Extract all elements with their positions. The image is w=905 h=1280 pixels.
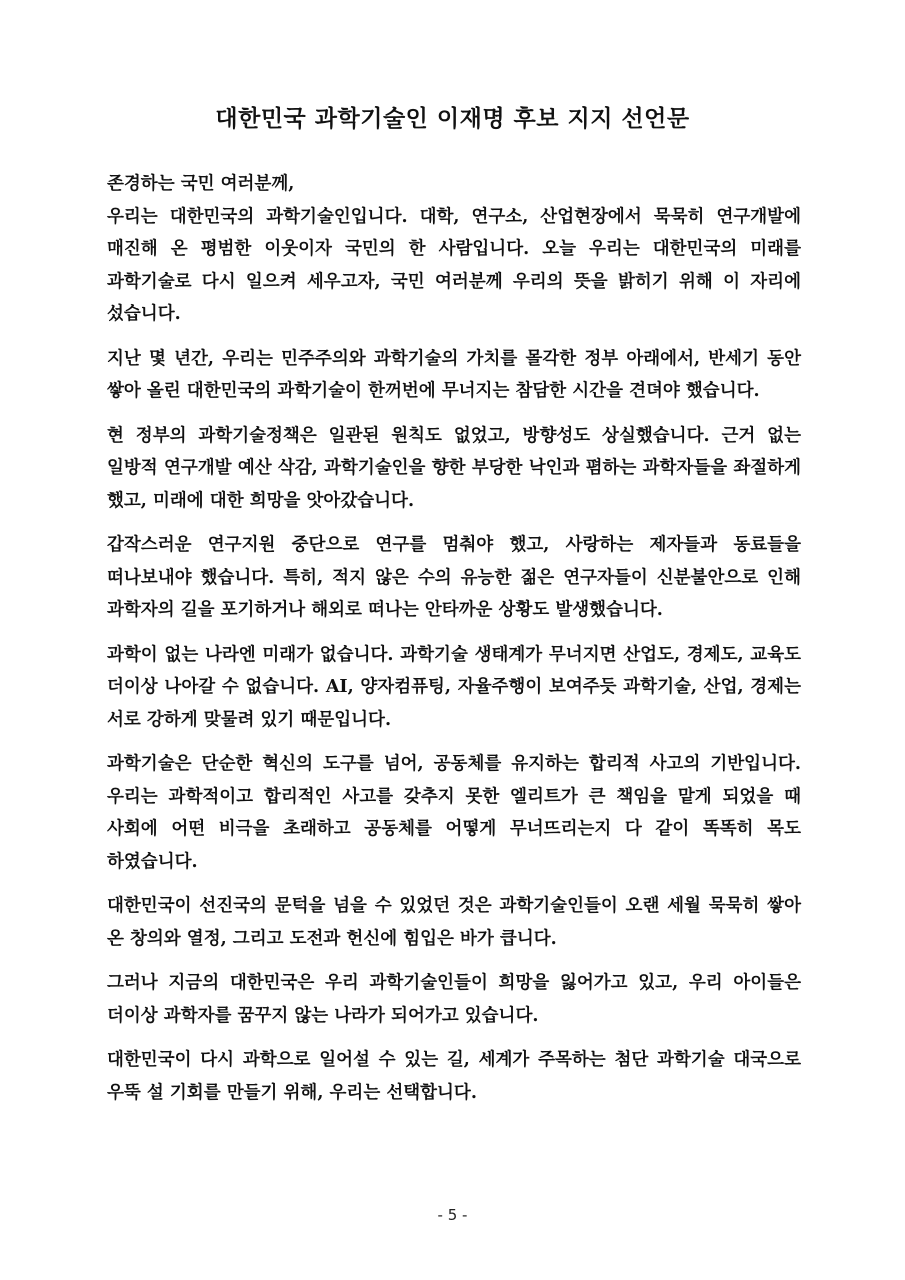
paragraph-8: 그러나 지금의 대한민국은 우리 과학기술인들이 희망을 잃어가고 있고, 우리 아이들은 더이상 과학자를 꿈꾸지 않는 나라가 되어가고 있습니다. <box>107 973 801 1026</box>
paragraph-4: 갑작스러운 연구지원 중단으로 연구를 멈춰야 했고, 사랑하는 제자들과 동료들을 떠나보내야 했습니다. 특히, 적지 않은 수의 유능한 젊은 연구자들이 신분불안으로 인해 과학자의 길을 포기하거나 해외로 떠나는 안타까운 상황도 발생했습니다. <box>107 535 801 620</box>
paragraph-3: 현 정부의 과학기술정책은 일관된 원칙도 없었고, 방향성도 상실했습니다. 근거 없는 일방적 연구개발 예산 삭감, 과학기술인을 향한 부당한 낙인과 폄하는 과학자들을 좌절하게 했고, 미래에 대한 희망을 앗아갔습니다. <box>107 425 801 511</box>
document-title: 대한민국 과학기술인 이재명 후보 지지 선언문 <box>215 105 690 132</box>
paragraph-6: 과학기술은 단순한 혁신의 도구를 넘어, 공동체를 유지하는 합리적 사고의 기반입니다. 우리는 과학적이고 합리적인 사고를 갖추지 못한 엘리트가 큰 책임을 맡게 되었을 때 사회에 어떤 비극을 초래하고 공동체를 어떻게 무너뜨리는지 다 같이 똑똑히 목도 하였습니다. <box>107 754 801 872</box>
paragraph-7: 대한민국이 선진국의 문턱을 넘을 수 있었던 것은 과학기술인들이 오랜 세월 묵묵히 쌓아 온 창의와 열정, 그리고 도전과 헌신에 힘입은 바가 큽니다. <box>107 896 801 949</box>
page-number: - 5 - <box>437 1206 468 1224</box>
paragraph-5: 과학이 없는 나라엔 미래가 없습니다. 과학기술 생태계가 무너지면 산업도, 경제도, 교육도 더이상 나아갈 수 없습니다. AI, 양자컴퓨팅, 자율주행이 보여주듯 과학기술, 산업, 경제는 서로 강하게 맞물려 있기 때문입니다. <box>107 644 801 730</box>
paragraph-2: 지난 몇 년간, 우리는 민주주의와 과학기술의 가치를 몰각한 정부 아래에서, 반세기 동안 쌓아 올린 대한민국의 과학기술이 한꺼번에 무너지는 참담한 시간을 견뎌야 했습니다. <box>107 348 801 401</box>
greeting-line: 존경하는 국민 여러분께, <box>107 174 295 194</box>
paragraph-1: 우리는 대한민국의 과학기술인입니다. 대학, 연구소, 산업현장에서 묵묵히 연구개발에 매진해 온 평범한 이웃이자 국민의 한 사람입니다. 오늘 우리는 대한민국의 미래를 과학기술로 다시 일으켜 세우고자, 국민 여러분께 우리의 뜻을 밝히기 위해 이 자리에 섰습니다. <box>107 206 801 324</box>
paragraph-9: 대한민국이 다시 과학으로 일어설 수 있는 길, 세계가 주목하는 첨단 과학기술 대국으로 우뚝 설 기회를 만들기 위해, 우리는 선택합니다. <box>107 1050 801 1103</box>
document-body <box>107 168 801 1121</box>
